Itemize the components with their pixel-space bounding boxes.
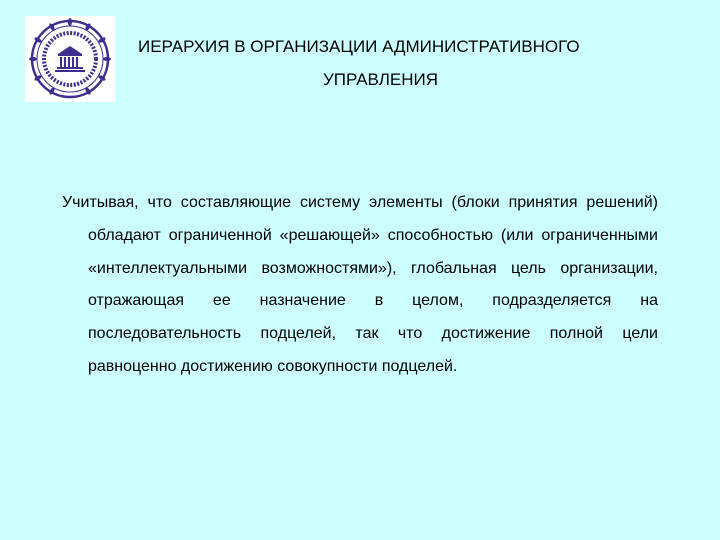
body-paragraph: Учитывая, что составляющие систему элементы (блоки принятия решений) обладают ограниченной «решающей» способностью (или ограниченными «интеллектуальными возможностями»), глобальная цель организации, отражающая ее назначение в целом, подразделяется на последовательность подцелей, так что достижение полной цели равноценно достижению совокупности подцелей. xyxy=(62,194,658,375)
university-logo xyxy=(25,16,115,102)
slide-title-line-2: УПРАВЛЕНИЯ xyxy=(323,70,438,89)
slide-title-line-1: ИЕРАРХИЯ В ОРГАНИЗАЦИИ АДМИНИСТРАТИВНОГО xyxy=(138,37,580,56)
university-seal-icon xyxy=(25,16,115,102)
